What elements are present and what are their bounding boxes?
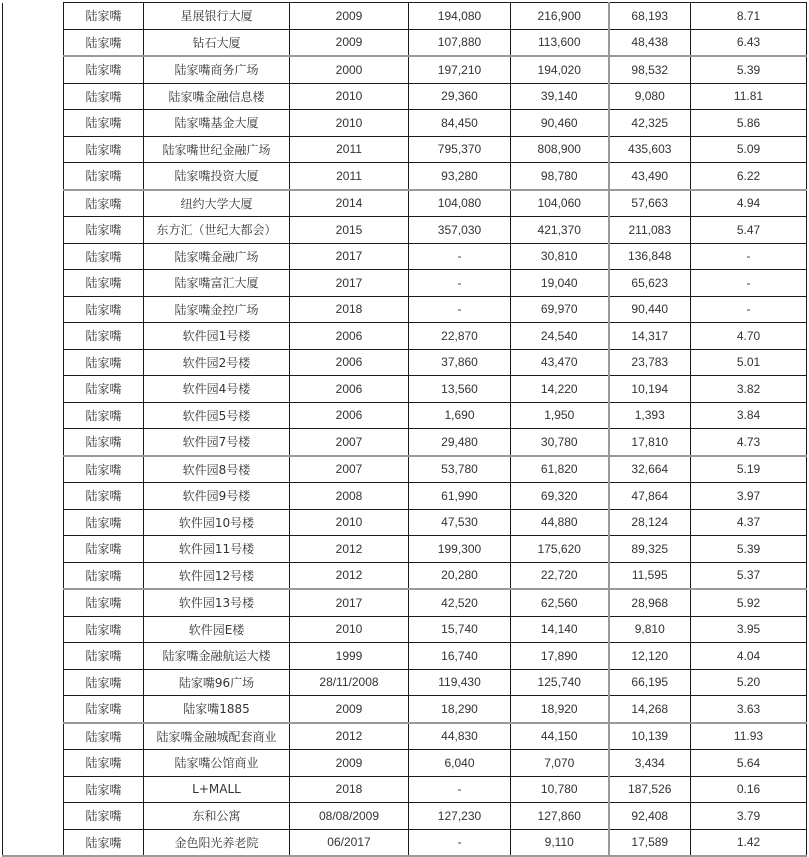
ratio-cell: 3.79 xyxy=(691,803,807,830)
value-2-cell: 69,970 xyxy=(511,296,609,323)
year-cell: 2006 xyxy=(290,402,409,429)
value-1-cell: 61,990 xyxy=(409,483,511,510)
value-1-cell: 29,480 xyxy=(409,429,511,456)
property-name-cell: 陆家嘴金融城配套商业 xyxy=(144,723,290,750)
value-1-cell: 20,280 xyxy=(409,562,511,589)
year-cell: 2010 xyxy=(290,616,409,643)
property-name-cell: 软件园7号楼 xyxy=(144,429,290,456)
value-2-cell: 808,900 xyxy=(511,136,609,163)
ratio-cell: 5.47 xyxy=(691,217,807,244)
ratio-cell: 5.39 xyxy=(691,536,807,563)
value-3-cell: 48,438 xyxy=(609,29,691,56)
property-table xyxy=(2,2,807,857)
area-cell: 陆家嘴 xyxy=(64,323,144,350)
value-2-cell: 421,370 xyxy=(511,217,609,244)
value-2-cell: 14,220 xyxy=(511,376,609,403)
table-row xyxy=(3,750,807,777)
ratio-cell: 6.43 xyxy=(691,29,807,56)
value-1-cell: 22,870 xyxy=(409,323,511,350)
value-3-cell: 66,195 xyxy=(609,669,691,696)
year-cell: 2017 xyxy=(290,589,409,616)
area-cell: 陆家嘴 xyxy=(64,589,144,616)
year-cell: 2011 xyxy=(290,136,409,163)
value-3-cell: 92,408 xyxy=(609,803,691,830)
table-row xyxy=(3,349,807,376)
value-2-cell: 98,780 xyxy=(511,163,609,190)
ratio-cell: 3.97 xyxy=(691,483,807,510)
value-3-cell: 47,864 xyxy=(609,483,691,510)
area-cell: 陆家嘴 xyxy=(64,750,144,777)
value-3-cell: 435,603 xyxy=(609,136,691,163)
year-cell: 2007 xyxy=(290,429,409,456)
value-3-cell: 14,317 xyxy=(609,323,691,350)
value-1-cell: 44,830 xyxy=(409,723,511,750)
value-1-cell: 53,780 xyxy=(409,456,511,483)
table-row xyxy=(3,402,807,429)
year-cell: 1999 xyxy=(290,643,409,670)
year-cell: 2009 xyxy=(290,750,409,777)
value-3-cell: 65,623 xyxy=(609,270,691,297)
value-2-cell: 43,470 xyxy=(511,349,609,376)
property-name-cell: 软件园9号楼 xyxy=(144,483,290,510)
area-cell: 陆家嘴 xyxy=(64,110,144,137)
area-cell: 陆家嘴 xyxy=(64,696,144,723)
value-2-cell: 194,020 xyxy=(511,56,609,83)
year-cell: 2014 xyxy=(290,190,409,217)
area-cell: 陆家嘴 xyxy=(64,217,144,244)
property-name-cell: 软件园E楼 xyxy=(144,616,290,643)
value-3-cell: 12,120 xyxy=(609,643,691,670)
value-1-cell: 197,210 xyxy=(409,56,511,83)
year-cell: 28/11/2008 xyxy=(290,669,409,696)
value-2-cell: 17,890 xyxy=(511,643,609,670)
table-row xyxy=(3,296,807,323)
table-row xyxy=(3,589,807,616)
value-2-cell: 44,150 xyxy=(511,723,609,750)
ratio-cell: 5.64 xyxy=(691,750,807,777)
table-row xyxy=(3,616,807,643)
value-2-cell: 39,140 xyxy=(511,83,609,110)
value-1-cell: 119,430 xyxy=(409,669,511,696)
property-name-cell: 钻石大厦 xyxy=(144,29,290,56)
ratio-cell: 5.39 xyxy=(691,56,807,83)
property-name-cell: 东和公寓 xyxy=(144,803,290,830)
property-name-cell: 陆家嘴96广场 xyxy=(144,669,290,696)
region-merged-cell xyxy=(3,3,64,857)
property-name-cell: 东方汇（世纪大都会） xyxy=(144,217,290,244)
property-table-container xyxy=(2,2,807,857)
value-2-cell: 69,320 xyxy=(511,483,609,510)
area-cell: 陆家嘴 xyxy=(64,829,144,856)
ratio-cell: 3.63 xyxy=(691,696,807,723)
value-3-cell: 211,083 xyxy=(609,217,691,244)
area-cell: 陆家嘴 xyxy=(64,669,144,696)
value-1-cell: 29,360 xyxy=(409,83,511,110)
ratio-cell: - xyxy=(691,243,807,270)
table-row xyxy=(3,56,807,83)
value-2-cell: 61,820 xyxy=(511,456,609,483)
area-cell: 陆家嘴 xyxy=(64,163,144,190)
property-name-cell: 软件园1号楼 xyxy=(144,323,290,350)
property-name-cell: 软件园2号楼 xyxy=(144,349,290,376)
ratio-cell: 0.16 xyxy=(691,776,807,803)
value-1-cell: - xyxy=(409,243,511,270)
value-3-cell: 98,532 xyxy=(609,56,691,83)
value-2-cell: 62,560 xyxy=(511,589,609,616)
value-1-cell: 93,280 xyxy=(409,163,511,190)
value-2-cell: 9,110 xyxy=(511,829,609,856)
property-name-cell: 软件园5号楼 xyxy=(144,402,290,429)
year-cell: 2011 xyxy=(290,163,409,190)
value-3-cell: 32,664 xyxy=(609,456,691,483)
year-cell: 2018 xyxy=(290,776,409,803)
property-name-cell: 陆家嘴金融信息楼 xyxy=(144,83,290,110)
value-3-cell: 136,848 xyxy=(609,243,691,270)
value-3-cell: 11,595 xyxy=(609,562,691,589)
property-name-cell: 陆家嘴金融广场 xyxy=(144,243,290,270)
value-1-cell: 199,300 xyxy=(409,536,511,563)
area-cell: 陆家嘴 xyxy=(64,349,144,376)
property-name-cell: 软件园8号楼 xyxy=(144,456,290,483)
value-3-cell: 43,490 xyxy=(609,163,691,190)
value-1-cell: 37,860 xyxy=(409,349,511,376)
property-name-cell: 软件园10号楼 xyxy=(144,509,290,536)
property-name-cell: 陆家嘴公馆商业 xyxy=(144,750,290,777)
table-row xyxy=(3,829,807,856)
year-cell: 2010 xyxy=(290,509,409,536)
value-3-cell: 42,325 xyxy=(609,110,691,137)
area-cell: 陆家嘴 xyxy=(64,562,144,589)
area-cell: 陆家嘴 xyxy=(64,483,144,510)
ratio-cell: 3.95 xyxy=(691,616,807,643)
value-3-cell: 1,393 xyxy=(609,402,691,429)
ratio-cell: 5.01 xyxy=(691,349,807,376)
year-cell: 2018 xyxy=(290,296,409,323)
area-cell: 陆家嘴 xyxy=(64,456,144,483)
value-2-cell: 14,140 xyxy=(511,616,609,643)
table-row xyxy=(3,217,807,244)
value-2-cell: 113,600 xyxy=(511,29,609,56)
area-cell: 陆家嘴 xyxy=(64,776,144,803)
ratio-cell: 5.19 xyxy=(691,456,807,483)
table-row xyxy=(3,723,807,750)
value-1-cell: 194,080 xyxy=(409,3,511,30)
value-1-cell: 127,230 xyxy=(409,803,511,830)
area-cell: 陆家嘴 xyxy=(64,429,144,456)
value-3-cell: 68,193 xyxy=(609,3,691,30)
ratio-cell: 8.71 xyxy=(691,3,807,30)
value-1-cell: 104,080 xyxy=(409,190,511,217)
value-1-cell: - xyxy=(409,776,511,803)
area-cell: 陆家嘴 xyxy=(64,190,144,217)
ratio-cell: 5.37 xyxy=(691,562,807,589)
table-row xyxy=(3,456,807,483)
value-1-cell: 18,290 xyxy=(409,696,511,723)
value-3-cell: 10,139 xyxy=(609,723,691,750)
year-cell: 2007 xyxy=(290,456,409,483)
value-3-cell: 3,434 xyxy=(609,750,691,777)
area-cell: 陆家嘴 xyxy=(64,536,144,563)
table-row xyxy=(3,243,807,270)
year-cell: 2012 xyxy=(290,562,409,589)
value-1-cell: - xyxy=(409,296,511,323)
value-3-cell: 90,440 xyxy=(609,296,691,323)
property-name-cell: 陆家嘴投资大厦 xyxy=(144,163,290,190)
table-row xyxy=(3,536,807,563)
value-3-cell: 9,080 xyxy=(609,83,691,110)
year-cell: 2009 xyxy=(290,3,409,30)
ratio-cell: 3.84 xyxy=(691,402,807,429)
year-cell: 2017 xyxy=(290,270,409,297)
year-cell: 2009 xyxy=(290,29,409,56)
area-cell: 陆家嘴 xyxy=(64,56,144,83)
area-cell: 陆家嘴 xyxy=(64,243,144,270)
value-2-cell: 1,950 xyxy=(511,402,609,429)
ratio-cell: 4.70 xyxy=(691,323,807,350)
value-1-cell: 1,690 xyxy=(409,402,511,429)
table-row xyxy=(3,323,807,350)
property-name-cell: 陆家嘴1885 xyxy=(144,696,290,723)
table-row xyxy=(3,190,807,217)
table-row xyxy=(3,3,807,30)
area-cell: 陆家嘴 xyxy=(64,3,144,30)
value-1-cell: 6,040 xyxy=(409,750,511,777)
table-row xyxy=(3,803,807,830)
year-cell: 2012 xyxy=(290,723,409,750)
property-name-cell: 陆家嘴世纪金融广场 xyxy=(144,136,290,163)
value-1-cell: 13,560 xyxy=(409,376,511,403)
value-2-cell: 104,060 xyxy=(511,190,609,217)
value-2-cell: 19,040 xyxy=(511,270,609,297)
year-cell: 2006 xyxy=(290,349,409,376)
ratio-cell: 5.86 xyxy=(691,110,807,137)
table-row xyxy=(3,29,807,56)
year-cell: 2009 xyxy=(290,696,409,723)
value-3-cell: 17,589 xyxy=(609,829,691,856)
year-cell: 2010 xyxy=(290,83,409,110)
property-name-cell: 软件园12号楼 xyxy=(144,562,290,589)
area-cell: 陆家嘴 xyxy=(64,136,144,163)
table-row xyxy=(3,110,807,137)
property-name-cell: 陆家嘴商务广场 xyxy=(144,56,290,83)
area-cell: 陆家嘴 xyxy=(64,616,144,643)
table-row xyxy=(3,83,807,110)
table-body xyxy=(3,3,807,857)
value-2-cell: 30,780 xyxy=(511,429,609,456)
year-cell: 2006 xyxy=(290,323,409,350)
value-3-cell: 17,810 xyxy=(609,429,691,456)
value-1-cell: 15,740 xyxy=(409,616,511,643)
property-name-cell: 陆家嘴富汇大厦 xyxy=(144,270,290,297)
property-name-cell: 星展银行大厦 xyxy=(144,3,290,30)
year-cell: 2012 xyxy=(290,536,409,563)
ratio-cell: 5.09 xyxy=(691,136,807,163)
year-cell: 2017 xyxy=(290,243,409,270)
value-1-cell: - xyxy=(409,270,511,297)
table-row xyxy=(3,270,807,297)
table-row xyxy=(3,643,807,670)
area-cell: 陆家嘴 xyxy=(64,643,144,670)
value-2-cell: 24,540 xyxy=(511,323,609,350)
table-row xyxy=(3,669,807,696)
value-1-cell: 84,450 xyxy=(409,110,511,137)
property-name-cell: 陆家嘴基金大厦 xyxy=(144,110,290,137)
ratio-cell: 5.20 xyxy=(691,669,807,696)
area-cell: 陆家嘴 xyxy=(64,29,144,56)
area-cell: 陆家嘴 xyxy=(64,270,144,297)
property-name-cell: 纽约大学大厦 xyxy=(144,190,290,217)
table-row xyxy=(3,776,807,803)
ratio-cell: 4.04 xyxy=(691,643,807,670)
property-name-cell: 陆家嘴金融航运大楼 xyxy=(144,643,290,670)
table-row xyxy=(3,429,807,456)
year-cell: 2010 xyxy=(290,110,409,137)
value-3-cell: 10,194 xyxy=(609,376,691,403)
value-3-cell: 28,968 xyxy=(609,589,691,616)
value-1-cell: 47,530 xyxy=(409,509,511,536)
value-1-cell: 107,880 xyxy=(409,29,511,56)
property-name-cell: 金色阳光养老院 xyxy=(144,829,290,856)
area-cell: 陆家嘴 xyxy=(64,509,144,536)
value-3-cell: 28,124 xyxy=(609,509,691,536)
area-cell: 陆家嘴 xyxy=(64,296,144,323)
property-name-cell: 软件园4号楼 xyxy=(144,376,290,403)
value-2-cell: 30,810 xyxy=(511,243,609,270)
property-name-cell: L+MALL xyxy=(144,776,290,803)
value-2-cell: 125,740 xyxy=(511,669,609,696)
ratio-cell: - xyxy=(691,270,807,297)
value-1-cell: - xyxy=(409,829,511,856)
table-row xyxy=(3,509,807,536)
ratio-cell: - xyxy=(691,296,807,323)
table-row xyxy=(3,696,807,723)
area-cell: 陆家嘴 xyxy=(64,376,144,403)
value-3-cell: 9,810 xyxy=(609,616,691,643)
year-cell: 06/2017 xyxy=(290,829,409,856)
value-1-cell: 795,370 xyxy=(409,136,511,163)
value-3-cell: 89,325 xyxy=(609,536,691,563)
ratio-cell: 5.92 xyxy=(691,589,807,616)
year-cell: 2000 xyxy=(290,56,409,83)
value-2-cell: 216,900 xyxy=(511,3,609,30)
property-name-cell: 软件园11号楼 xyxy=(144,536,290,563)
year-cell: 2008 xyxy=(290,483,409,510)
year-cell: 08/08/2009 xyxy=(290,803,409,830)
table-row xyxy=(3,163,807,190)
area-cell: 陆家嘴 xyxy=(64,723,144,750)
ratio-cell: 4.37 xyxy=(691,509,807,536)
value-1-cell: 42,520 xyxy=(409,589,511,616)
value-1-cell: 16,740 xyxy=(409,643,511,670)
value-2-cell: 7,070 xyxy=(511,750,609,777)
ratio-cell: 6.22 xyxy=(691,163,807,190)
value-2-cell: 18,920 xyxy=(511,696,609,723)
value-2-cell: 90,460 xyxy=(511,110,609,137)
ratio-cell: 4.73 xyxy=(691,429,807,456)
value-3-cell: 23,783 xyxy=(609,349,691,376)
area-cell: 陆家嘴 xyxy=(64,402,144,429)
value-3-cell: 187,526 xyxy=(609,776,691,803)
ratio-cell: 11.81 xyxy=(691,83,807,110)
property-name-cell: 陆家嘴金控广场 xyxy=(144,296,290,323)
area-cell: 陆家嘴 xyxy=(64,803,144,830)
table-row xyxy=(3,562,807,589)
ratio-cell: 3.82 xyxy=(691,376,807,403)
ratio-cell: 1.42 xyxy=(691,829,807,856)
table-row xyxy=(3,136,807,163)
ratio-cell: 4.94 xyxy=(691,190,807,217)
value-2-cell: 44,880 xyxy=(511,509,609,536)
value-2-cell: 127,860 xyxy=(511,803,609,830)
value-1-cell: 357,030 xyxy=(409,217,511,244)
area-cell: 陆家嘴 xyxy=(64,83,144,110)
year-cell: 2015 xyxy=(290,217,409,244)
value-2-cell: 175,620 xyxy=(511,536,609,563)
property-name-cell: 软件园13号楼 xyxy=(144,589,290,616)
value-2-cell: 22,720 xyxy=(511,562,609,589)
ratio-cell: 11.93 xyxy=(691,723,807,750)
year-cell: 2006 xyxy=(290,376,409,403)
table-row xyxy=(3,376,807,403)
value-2-cell: 10,780 xyxy=(511,776,609,803)
value-3-cell: 14,268 xyxy=(609,696,691,723)
table-row xyxy=(3,483,807,510)
value-3-cell: 57,663 xyxy=(609,190,691,217)
